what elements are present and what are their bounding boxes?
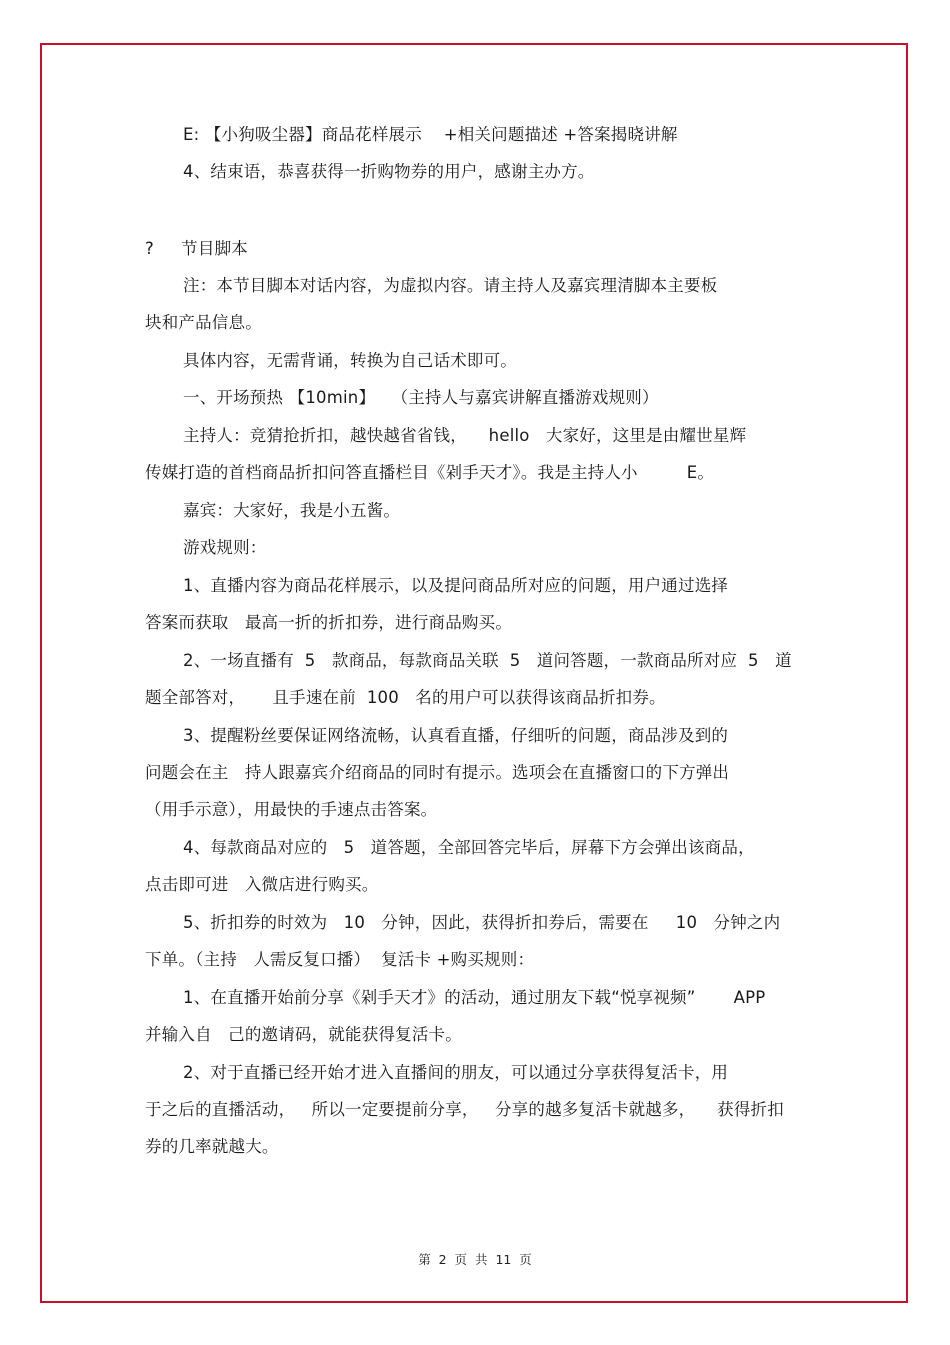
text-line: 4、每款商品对应的 5 道答题，全部回答完毕后，屏幕下方会弹出该商品， [183,838,755,857]
text-line: 传媒打造的首档商品折扣问答直播栏目《剁手天才》。我是主持人小 E。 [145,463,715,482]
text-line: 一、开场预热 【10min】 （主持人与嘉宾讲解直播游戏规则） [183,388,659,407]
text-line: 券的几率就越大。 [145,1137,279,1156]
page-number: 第 2 页 共 11 页 [418,1252,532,1267]
text-line: 2、一场直播有 5 款商品，每款商品关联 5 道问答题，一款商品所对应 5 道 [183,651,792,670]
text-line: 问题会在主 持人跟嘉宾介绍商品的同时有提示。选项会在直播窗口的下方弹出 [145,763,730,782]
text-line: 并输入自 己的邀请码，就能获得复活卡。 [145,1025,462,1044]
text-line: （用手示意），用最快的手速点击答案。 [145,800,438,819]
text-line: E: 【小狗吸尘器】商品花样展示 +相关问题描述 +答案揭晓讲解 [183,125,678,144]
text-line: 主持人：竞猜抢折扣，越快越省省钱， hello 大家好，这里是由耀世星辉 [183,426,747,445]
section-heading: ? 节目脚本 [145,239,248,258]
text-line: 注：本节目脚本对话内容，为虚拟内容。请主持人及嘉宾理清脚本主要板 [183,276,718,295]
text-line: 下单。（主持 人需反复口播） 复活卡 +购买规则： [145,950,535,969]
text-line: 3、提醒粉丝要保证网络流畅，认真看直播，仔细听的问题，商品涉及到的 [183,726,729,745]
text-line: 1、在直播开始前分享《剁手天才》的活动，通过朋友下载“悦享视频” APP [183,988,766,1007]
text-line: 5、折扣券的时效为 10 分钟，因此，获得折扣券后，需要在 10 分钟之内 [183,913,781,932]
text-line: 1、直播内容为商品花样展示，以及提问商品所对应的问题，用户通过选择 [183,576,729,595]
text-line: 嘉宾：大家好，我是小五酱。 [183,501,401,520]
text-line: 具体内容，无需背诵，转换为自己话术即可。 [183,351,517,370]
text-line: 4、结束语，恭喜获得一折购物券的用户，感谢主办方。 [183,162,595,181]
text-line: 点击即可进 入微店进行购买。 [145,875,379,894]
text-line: 游戏规则： [183,538,267,557]
text-line: 2、对于直播已经开始才进入直播间的朋友，可以通过分享获得复活卡，用 [183,1063,729,1082]
text-line: 于之后的直播活动， 所以一定要提前分享， 分享的越多复活卡就越多， 获得折扣 [145,1100,784,1119]
text-line: 块和产品信息。 [145,313,262,332]
text-line: 题全部答对， 且手速在前 100 名的用户可以获得该商品折扣券。 [145,688,666,707]
text-line: 答案而获取 最高一折的折扣券，进行商品购买。 [145,613,513,632]
